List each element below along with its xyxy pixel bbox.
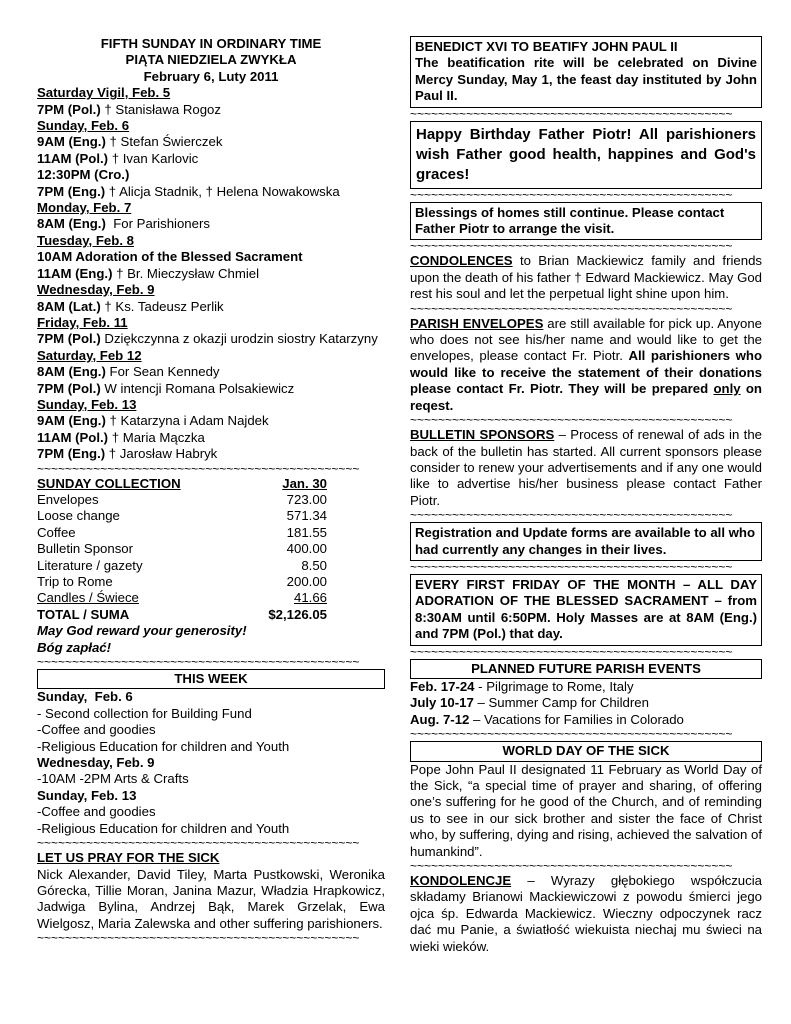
mass-entry — [37, 184, 385, 200]
week-day: Wednesday, Feb. 9 — [37, 755, 155, 771]
sunday-collection — [37, 476, 327, 624]
mass-time: 7PM (Eng.) — [37, 183, 106, 199]
envelopes-end: on reqest. — [410, 381, 762, 413]
envelopes-text: are still available for pick up. Anyone who does not see his/her name and would like to get the envelopes, please contact Fr. Piotr. — [410, 315, 763, 364]
divider: ~~~~~~~~~~~~~~~~~~~~~~~~~~~~~~~~~~~~~~~~~~~~~~ — [37, 837, 360, 851]
mass-entry — [37, 266, 385, 282]
mass-time: 7PM (Eng.) — [37, 446, 106, 462]
condolences-notice — [410, 253, 762, 302]
collection-header — [37, 476, 327, 492]
mass-time: 8AM (Eng.) — [37, 364, 106, 380]
event-text: – Summer Camp for Children — [473, 695, 649, 711]
event-item — [410, 679, 762, 695]
divider: ~~~~~~~~~~~~~~~~~~~~~~~~~~~~~~~~~~~~~~~~~~~~~~ — [410, 645, 733, 659]
divider: ~~~~~~~~~~~~~~~~~~~~~~~~~~~~~~~~~~~~~~~~~~~~~~ — [410, 302, 733, 316]
thanks-polish: Bóg zapłać! — [37, 639, 112, 655]
day-heading: Saturday Vigil, Feb. 5 — [37, 85, 171, 101]
collection-label: Envelopes — [37, 491, 99, 507]
kondolencje-notice — [410, 873, 762, 955]
mass-entry — [37, 446, 385, 462]
event-text: – Vacations for Families in Colorado — [469, 711, 684, 727]
mass-time: 11AM (Pol.) — [37, 429, 109, 445]
mass-entry — [37, 364, 385, 380]
mass-time: 7PM (Pol.) — [37, 101, 101, 117]
collection-label: Bulletin Sponsor — [37, 541, 134, 557]
divider: ~~~~~~~~~~~~~~~~~~~~~~~~~~~~~~~~~~~~~~~~~~~~~~ — [37, 656, 360, 670]
collection-label: Trip to Rome — [37, 574, 113, 589]
adoration-box: EVERY FIRST FRIDAY OF THE MONTH – ALL DAY ADORATION OF THE BLESSED SACRAMENT – from 8:30AM until 6:50PM. Holy Masses are at 8AM (Eng.) and 7PM (Pol.) that day. — [410, 574, 762, 646]
collection-title: SUNDAY COLLECTION — [37, 475, 181, 491]
thanks-english: May God reward your generosity! — [37, 623, 247, 639]
blessings-box: Blessings of homes still continue. Please contact Father Piotr to arrange the visit. — [410, 202, 762, 241]
mass-schedule — [37, 85, 385, 462]
beatification-box — [410, 36, 762, 108]
collection-date: Jan. 30 — [282, 475, 327, 491]
mass-intention: † Stefan Świerczek — [105, 134, 223, 150]
event-date: Aug. 7-12 — [410, 711, 470, 727]
week-item: -Coffee and goodies — [37, 804, 156, 820]
sick-heading: LET US PRAY FOR THE SICK — [37, 850, 220, 866]
divider: ~~~~~~~~~~~~~~~~~~~~~~~~~~~~~~~~~~~~~~~~~~~~~~ — [410, 240, 733, 254]
sick-list: Nick Alexander, David Tiley, Marta Pustkowski, Weronika Górecka, Tillie Moran, Janina Mazur, Władzia Hrapkowicz, Jadwiga Bylina, Andrzej Bąk, Marek Grzelak, Ewa Wielgosz, Maria Zalewska and other suffering parishioners. — [37, 866, 385, 931]
title-line-1: FIFTH SUNDAY IN ORDINARY TIME — [100, 36, 322, 51]
events-list — [410, 679, 762, 728]
event-item — [410, 712, 762, 728]
mass-time: 10AM Adoration of the Blessed Sacrament — [37, 249, 303, 265]
this-week-list — [37, 689, 385, 837]
collection-amount: 723.00 — [286, 491, 327, 507]
collection-row — [37, 558, 327, 574]
mass-time: 9AM (Eng.) — [37, 413, 106, 429]
sponsors-notice — [410, 427, 762, 509]
collection-row — [37, 525, 327, 541]
mass-intention: For Parishioners — [105, 216, 210, 232]
mass-entry — [37, 299, 385, 315]
collection-label: Loose change — [37, 508, 120, 524]
left-column — [37, 36, 385, 945]
day-heading: Tuesday, Feb. 8 — [37, 232, 134, 248]
collection-row — [37, 492, 327, 508]
world-day-heading: WORLD DAY OF THE SICK — [410, 741, 762, 761]
divider: ~~~~~~~~~~~~~~~~~~~~~~~~~~~~~~~~~~~~~~~~~~~~~~ — [410, 107, 733, 121]
mass-time: 11AM (Eng.) — [37, 265, 113, 281]
mass-entry — [37, 413, 385, 429]
collection-amount: 200.00 — [286, 574, 327, 589]
event-date: July 10-17 — [410, 695, 474, 711]
mass-intention: † Alicja Stadnik, † Helena Nowakowska — [105, 183, 340, 199]
mass-intention: † Maria Mączka — [108, 429, 205, 445]
mass-intention: † Katarzyna i Adam Najdek — [105, 413, 269, 429]
right-column — [410, 36, 762, 955]
mass-entry — [37, 430, 385, 446]
title-line-2: PIĄTA NIEDZIELA ZWYKŁA — [125, 52, 297, 68]
mass-time: 7PM (Pol.) — [37, 380, 101, 396]
event-text: - Pilgrimage to Rome, Italy — [474, 678, 634, 694]
day-heading: Friday, Feb. 11 — [37, 314, 128, 330]
event-item — [410, 695, 762, 711]
week-item: -Religious Education for children and Youth — [37, 738, 290, 754]
world-day-text: Pope John Paul II designated 11 February as World Day of the Sick, “a special time of prayer and sharing, of offering one’s suffering for he good of the Church, and of reminding us to see in our sick brother and sister the face of Christ who, by suffering, dying and rising, achieved the salvation of humankind”. — [410, 761, 762, 859]
mass-intention: † Ivan Karlovic — [108, 150, 199, 166]
events-heading: PLANNED FUTURE PARISH EVENTS — [410, 659, 762, 679]
event-date: Feb. 17-24 — [410, 678, 475, 694]
mass-time: 8AM (Eng.) — [37, 216, 106, 232]
collection-label: Coffee — [37, 524, 76, 540]
beatification-title: BENEDICT XVI TO BEATIFY JOHN PAUL II — [415, 39, 678, 54]
divider: ~~~~~~~~~~~~~~~~~~~~~~~~~~~~~~~~~~~~~~~~~~~~~~ — [410, 414, 733, 428]
envelopes-statement: All parishioners who would like to receive the statement of their donations please contact Fr. Piotr. They will be prepared — [410, 348, 763, 397]
birthday-box: Happy Birthday Father Piotr! All parishioners wish Father good health, happines and God's graces! — [410, 121, 762, 189]
mass-intention: † Ks. Tadeusz Perlik — [100, 298, 224, 314]
kondolencje-heading: KONDOLENCJE — [410, 873, 512, 889]
mass-time: 11AM (Pol.) — [37, 150, 109, 166]
collection-label: Literature / gazety — [37, 557, 143, 573]
divider: ~~~~~~~~~~~~~~~~~~~~~~~~~~~~~~~~~~~~~~~~~~~~~~ — [410, 728, 733, 742]
mass-entry — [37, 151, 385, 167]
collection-row — [37, 574, 327, 590]
mass-entry — [37, 249, 385, 265]
collection-amount: 400.00 — [286, 541, 327, 557]
mass-entry — [37, 216, 385, 232]
divider: ~~~~~~~~~~~~~~~~~~~~~~~~~~~~~~~~~~~~~~~~~~~~~~ — [37, 932, 360, 946]
registration-box: Registration and Update forms are available to all who had currently any changes in their lives. — [410, 522, 762, 561]
week-item: -Coffee and goodies — [37, 722, 156, 738]
mass-time: 7PM (Pol.) — [37, 331, 101, 347]
collection-amount: 181.55 — [286, 524, 327, 540]
divider: ~~~~~~~~~~~~~~~~~~~~~~~~~~~~~~~~~~~~~~~~~~~~~~ — [410, 188, 733, 202]
sponsors-heading: BULLETIN SPONSORS — [410, 427, 555, 443]
mass-entry — [37, 167, 385, 183]
mass-intention: † Br. Mieczysław Chmiel — [112, 265, 260, 281]
mass-entry — [37, 102, 385, 118]
mass-intention: † Stanisława Rogoz — [100, 101, 221, 117]
kondolencje-text: – Wyrazy głębokiego współczucia składamy Brianowi Mackiewiczowi z powodu śmierci jego ojca śp. Edwarda Mackiewicz. Wieczny odpoczynek racz dać mu Panie, a światłość wiekuista niechaj mu świeci na wieki wieków. — [410, 873, 762, 954]
divider: ~~~~~~~~~~~~~~~~~~~~~~~~~~~~~~~~~~~~~~~~~~~~~~ — [37, 462, 360, 476]
collection-amount: 8.50 — [301, 557, 327, 573]
condolences-heading: CONDOLENCES — [410, 253, 513, 269]
day-heading: Sunday, Feb. 13 — [37, 396, 137, 412]
mass-entry — [37, 381, 385, 397]
day-heading: Monday, Feb. 7 — [37, 200, 132, 216]
condolences-text: to Brian Mackiewicz family and friends upon the death of his father † Edward Mackiewicz. May God rest his soul and let the perpetual light shine upon him. — [410, 253, 762, 302]
collection-row — [37, 590, 327, 606]
mass-intention: † Jarosław Habryk — [105, 446, 218, 462]
total-label: TOTAL / SUMA — [37, 606, 130, 622]
bulletin-title — [37, 36, 385, 85]
envelopes-notice — [410, 316, 762, 414]
week-item: -Religious Education for children and Youth — [37, 820, 290, 836]
collection-amount: 41.66 — [293, 590, 327, 606]
mass-time: 12:30PM (Cro.) — [37, 167, 130, 183]
total-amount: $2,126.05 — [268, 606, 327, 622]
collection-row — [37, 541, 327, 557]
envelopes-heading: PARISH ENVELOPES — [410, 315, 544, 331]
collection-row — [37, 508, 327, 524]
week-item: -10AM -2PM Arts & Crafts — [37, 771, 189, 787]
mass-intention: For Sean Kennedy — [105, 364, 220, 380]
mass-time: 8AM (Lat.) — [37, 298, 101, 314]
sponsors-text: – Process of renewal of ads in the back of the bulletin has started. All current sponsors please consider to renew your advertisements and if any one would like to advertise his/her business please contact Father Piotr. — [410, 427, 762, 508]
title-line-3: February 6, Luty 2011 — [143, 68, 279, 84]
mass-entry — [37, 134, 385, 150]
divider: ~~~~~~~~~~~~~~~~~~~~~~~~~~~~~~~~~~~~~~~~~~~~~~ — [410, 860, 733, 874]
week-item: - Second collection for Building Fund — [37, 705, 252, 721]
collection-total — [37, 607, 327, 623]
beatification-text: The beatification rite will be celebrated on Divine Mercy Sunday, May 1, the feast day instituted by John Paul II. — [415, 55, 757, 104]
week-day: Sunday, Feb. 6 — [37, 689, 133, 705]
mass-entry — [37, 331, 385, 347]
week-day: Sunday, Feb. 13 — [37, 787, 137, 803]
this-week-heading: THIS WEEK — [37, 669, 385, 689]
envelopes-only: only — [713, 381, 741, 397]
collection-amount: 571.34 — [286, 508, 327, 524]
day-heading: Sunday, Feb. 6 — [37, 118, 130, 134]
mass-intention: W intencji Romana Polsakiewicz — [100, 380, 295, 396]
divider: ~~~~~~~~~~~~~~~~~~~~~~~~~~~~~~~~~~~~~~~~~~~~~~ — [410, 560, 733, 574]
collection-label: Candles / Świece — [37, 590, 139, 606]
divider: ~~~~~~~~~~~~~~~~~~~~~~~~~~~~~~~~~~~~~~~~~~~~~~ — [410, 509, 733, 523]
day-heading: Saturday, Feb 12 — [37, 347, 142, 363]
mass-intention: Dziękczynna z okazji urodzin siostry Katarzyny — [100, 331, 378, 347]
mass-time: 9AM (Eng.) — [37, 134, 106, 150]
day-heading: Wednesday, Feb. 9 — [37, 282, 155, 298]
